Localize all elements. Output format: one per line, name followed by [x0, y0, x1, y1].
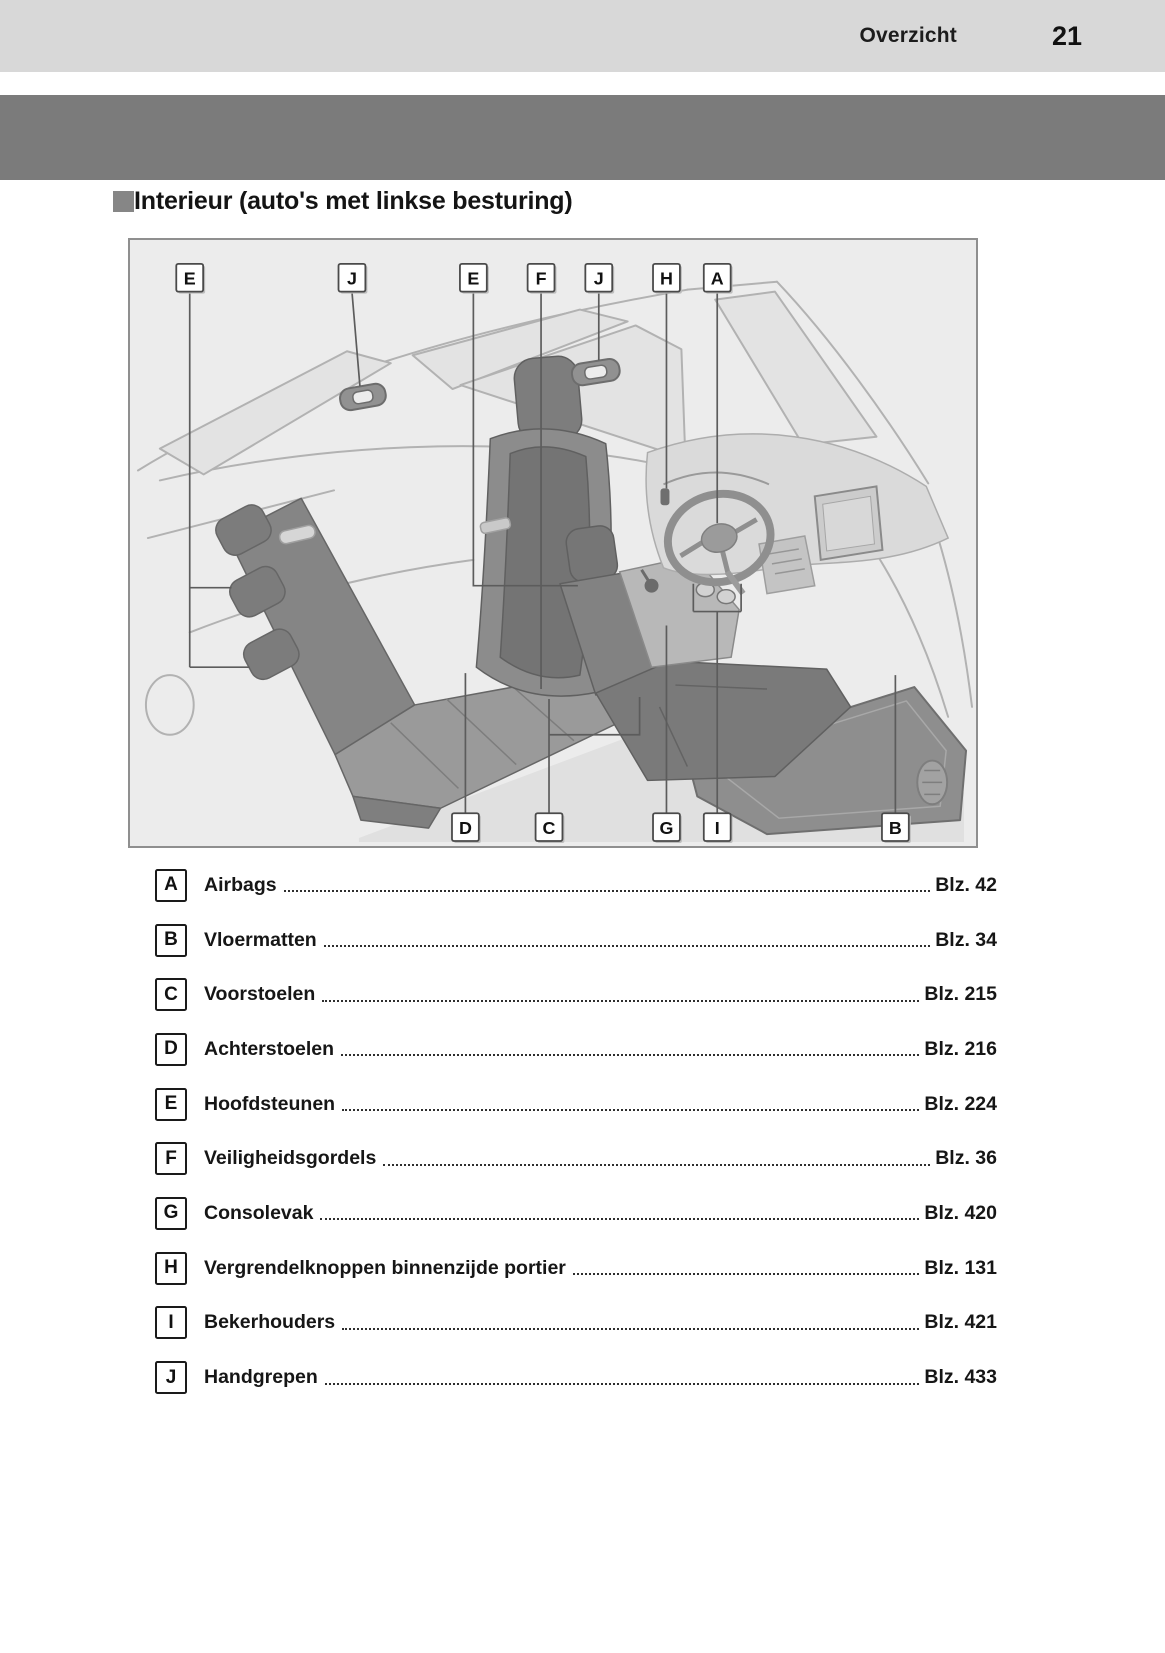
legend-key-badge: F — [155, 1142, 187, 1175]
dashboard — [646, 434, 948, 594]
callout-top-1 — [339, 264, 368, 294]
callout-bottom-1 — [536, 813, 565, 843]
callout-bottom-4 — [882, 813, 911, 843]
legend-page-ref: Blz. 433 — [924, 1366, 997, 1389]
legend-label: Handgrepen — [204, 1366, 318, 1389]
callout-letter: I — [714, 818, 720, 839]
legend-label: Voorstoelen — [204, 983, 316, 1006]
leader-dots — [383, 1164, 930, 1166]
legend-row-vloermatten — [155, 913, 997, 968]
legend-label: Bekerhouders — [204, 1311, 336, 1334]
cup-holder — [717, 590, 735, 604]
leader-dots — [573, 1273, 919, 1275]
car-interior-illustration — [130, 240, 976, 846]
interior-figure — [128, 238, 978, 848]
legend-row-vergrendelknoppen — [155, 1241, 997, 1296]
callout-top-3 — [528, 264, 557, 294]
legend-label: Achterstoelen — [204, 1037, 335, 1060]
callout-top-6 — [704, 264, 733, 294]
legend-page-ref: Blz. 224 — [924, 1092, 997, 1115]
shift-knob — [645, 579, 659, 593]
leader-dots — [322, 1000, 919, 1002]
legend-key-badge: H — [155, 1252, 187, 1285]
legend-label: Vloermatten — [204, 928, 317, 951]
callout-letter: F — [535, 268, 547, 289]
legend-page-ref: Blz. 215 — [924, 983, 997, 1006]
callout-top-2 — [460, 264, 489, 294]
header-section-title: Overzicht — [859, 24, 957, 47]
leader-dots — [342, 1328, 919, 1330]
callout-letter: E — [183, 268, 196, 289]
leader-dots — [284, 890, 931, 892]
callout-bottom-3 — [704, 813, 733, 843]
legend-row-consolevak — [155, 1186, 997, 1241]
legend-page-ref: Blz. 421 — [924, 1311, 997, 1334]
callout-top-5 — [653, 264, 682, 294]
legend-page-ref: Blz. 420 — [924, 1201, 997, 1224]
legend-label: Vergrendelknoppen binnenzijde portier — [204, 1256, 566, 1279]
legend-label: Veiligheidsgordels — [204, 1147, 377, 1170]
callout-letter: G — [659, 818, 674, 839]
callout-letter: B — [888, 818, 902, 839]
legend-page-ref: Blz. 131 — [924, 1256, 997, 1279]
legend-row-bekerhouders — [155, 1296, 997, 1351]
callout-letter: A — [710, 268, 724, 289]
legend-page-ref: Blz. 42 — [935, 873, 997, 896]
callout-letter: C — [542, 818, 556, 839]
heading-text: Interieur (auto's met linkse besturing) — [134, 187, 573, 215]
legend-row-handgrepen — [155, 1350, 997, 1405]
legend-label: Consolevak — [204, 1201, 314, 1224]
callout-letter: H — [659, 268, 673, 289]
leader-dots — [342, 1109, 919, 1111]
passenger-door-vent — [917, 761, 947, 805]
callout-bottom-2 — [653, 813, 682, 843]
legend-row-hoofdsteunen — [155, 1077, 997, 1132]
section-heading — [113, 186, 573, 216]
leader-dots — [325, 1383, 920, 1385]
legend-key-badge: E — [155, 1088, 187, 1121]
leader-dots — [341, 1054, 919, 1056]
leader-dots — [320, 1218, 919, 1220]
callout-letter: E — [467, 268, 480, 289]
legend-row-voorstoelen — [155, 967, 997, 1022]
legend-row-veiligheidsgordels — [155, 1131, 997, 1186]
legend-label: Hoofdsteunen — [204, 1092, 336, 1115]
legend-key-badge: C — [155, 978, 187, 1011]
callout-letter: D — [458, 818, 472, 839]
legend-list — [155, 858, 997, 1405]
legend-label: Airbags — [204, 873, 277, 896]
legend-key-badge: A — [155, 869, 187, 902]
heading-square-bullet-icon — [113, 191, 134, 212]
legend-page-ref: Blz. 216 — [924, 1037, 997, 1060]
legend-row-airbags — [155, 858, 997, 913]
legend-key-badge: D — [155, 1033, 187, 1066]
figure-callouts-top — [176, 264, 732, 294]
section-banner — [0, 95, 1165, 180]
leader-dots — [324, 945, 931, 947]
legend-key-badge: J — [155, 1361, 187, 1394]
callout-top-0 — [176, 264, 205, 294]
callout-letter: J — [346, 268, 357, 289]
legend-row-achterstoelen — [155, 1022, 997, 1077]
legend-key-badge: B — [155, 924, 187, 957]
page-header — [0, 0, 1165, 72]
legend-page-ref: Blz. 36 — [935, 1147, 997, 1170]
callout-letter: J — [593, 268, 604, 289]
legend-page-ref: Blz. 34 — [935, 928, 997, 951]
callout-bottom-0 — [452, 813, 481, 843]
door-lock-knob — [660, 488, 669, 505]
callout-top-4 — [585, 264, 614, 294]
header-page-number: 21 — [1051, 20, 1082, 51]
legend-key-badge: I — [155, 1306, 187, 1339]
legend-key-badge: G — [155, 1197, 187, 1230]
